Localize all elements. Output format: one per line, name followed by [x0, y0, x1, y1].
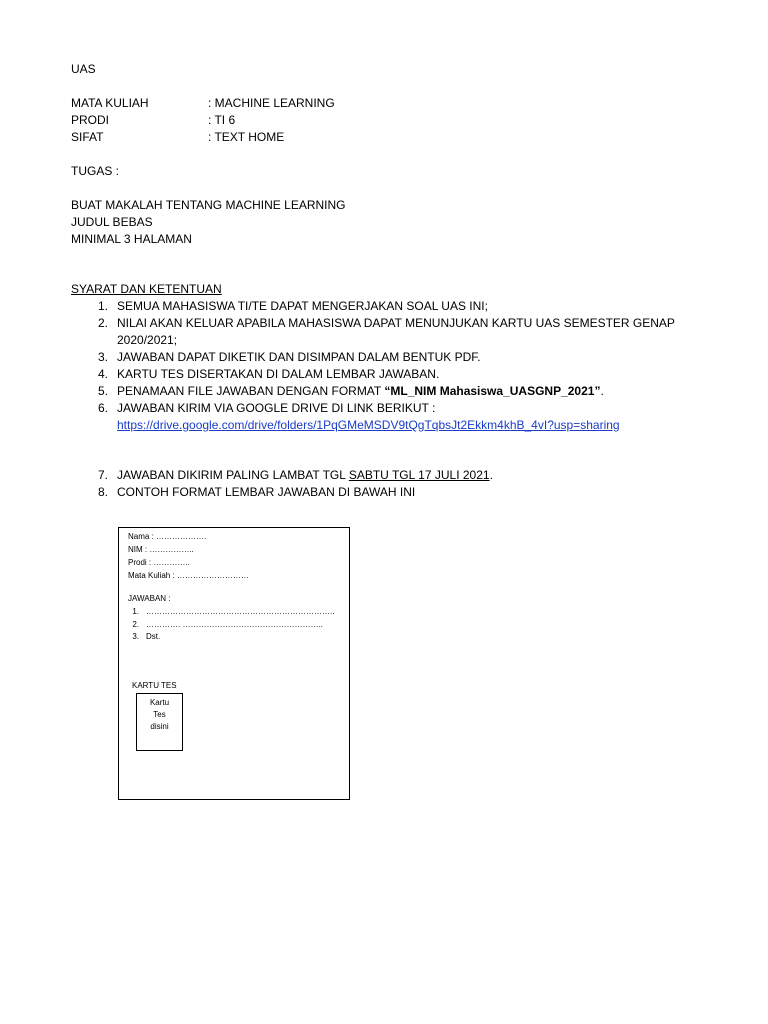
terms-item-2-number: 2. — [97, 316, 108, 330]
terms-item-2-text: NILAI AKAN KELUAR APABILA MAHASISWA DAPAT MENUNJUKAN KARTU UAS SEMESTER GENAP — [117, 316, 675, 330]
program-row — [71, 113, 235, 127]
sheet-answer-heading: JAWABAN : — [128, 594, 171, 603]
terms-heading: SYARAT DAN KETENTUAN — [71, 282, 222, 296]
program-value: : TI 6 — [208, 113, 236, 127]
exam-title: UAS — [71, 62, 96, 76]
sample-answer-sheet — [118, 527, 350, 800]
sheet-course-field: Mata Kuliah : ……………………… — [128, 571, 249, 580]
course-label: MATA KULIAH — [71, 96, 149, 110]
terms-item-7-number: 7. — [97, 468, 108, 482]
terms-item-4-number: 4. — [97, 367, 108, 381]
google-drive-link[interactable]: https://drive.google.com/drive/folders/1PqGMeMSDV9tQgTqbsJt2Ekkm4khB_4vI?usp=sharing — [117, 418, 620, 432]
task-heading: TUGAS : — [71, 164, 120, 178]
terms-item-6-number: 6. — [97, 401, 108, 415]
sheet-answer-3-text: Dst. — [146, 632, 161, 641]
terms-item-7-text: JAWABAN DIKIRIM PALING LAMBAT TGL — [117, 468, 349, 482]
terms-item-5-line — [117, 384, 604, 398]
sheet-answer-3-number: 3. — [132, 632, 139, 641]
task-line-1: BUAT MAKALAH TENTANG MACHINE LEARNING — [71, 198, 346, 212]
course-row — [71, 96, 335, 110]
deadline-date: SABTU TGL 17 JULI 2021 — [348, 468, 490, 482]
sheet-nim-field: NIM : …………….. — [128, 545, 194, 554]
sheet-prodi-field: Prodi : ………….. — [128, 558, 190, 567]
filename-format: “ML_NIM Mahasiswa_UASGNP_2021” — [384, 384, 601, 398]
sheet-answer-2-number: 2. — [132, 620, 139, 629]
test-card-placeholder — [136, 693, 183, 751]
terms-item-7-tail: . — [489, 468, 493, 482]
terms-item-7-line — [117, 468, 493, 482]
task-line-2: JUDUL BEBAS — [71, 215, 153, 229]
sheet-name-field: Nama : ………………. — [128, 532, 207, 541]
nature-row — [71, 130, 284, 144]
terms-item-8-text: CONTOH FORMAT LEMBAR JAWABAN DI BAWAH INI — [117, 485, 416, 499]
sheet-answer-2-text: …………. …………………………………………….. — [146, 620, 323, 629]
course-value: : MACHINE LEARNING — [208, 96, 335, 110]
card-box-line-3: disini — [150, 722, 169, 731]
terms-item-8-number: 8. — [97, 485, 108, 499]
terms-item-5-tail: . — [600, 384, 604, 398]
terms-item-1-number: 1. — [97, 299, 108, 313]
sheet-card-heading: KARTU TES — [132, 681, 177, 690]
sheet-answer-1-text: …………………………………………………………….. — [146, 607, 335, 616]
task-line-3: MINIMAL 3 HALAMAN — [71, 232, 192, 246]
card-box-line-1: Kartu — [149, 698, 170, 707]
terms-item-2-text-cont: 2020/2021; — [117, 333, 178, 347]
nature-label: SIFAT — [71, 130, 104, 144]
nature-value: : TEXT HOME — [208, 130, 285, 144]
terms-item-4-text: KARTU TES DISERTAKAN DI DALAM LEMBAR JAWABAN. — [117, 367, 440, 381]
terms-item-3-text: JAWABAN DAPAT DIKETIK DAN DISIMPAN DALAM BENTUK PDF. — [117, 350, 481, 364]
terms-item-5-text: PENAMAAN FILE JAWABAN DENGAN FORMAT — [117, 384, 385, 398]
card-box-line-2: Tes — [153, 710, 166, 719]
program-label: PRODI — [71, 113, 110, 127]
terms-item-1-text: SEMUA MAHASISWA TI/TE DAPAT MENGERJAKAN SOAL UAS INI; — [117, 299, 488, 313]
terms-item-6-text: JAWABAN KIRIM VIA GOOGLE DRIVE DI LINK BERIKUT : — [117, 401, 436, 415]
terms-item-3-number: 3. — [97, 350, 108, 364]
terms-item-5-number: 5. — [97, 384, 108, 398]
sheet-answer-1-number: 1. — [132, 607, 139, 616]
